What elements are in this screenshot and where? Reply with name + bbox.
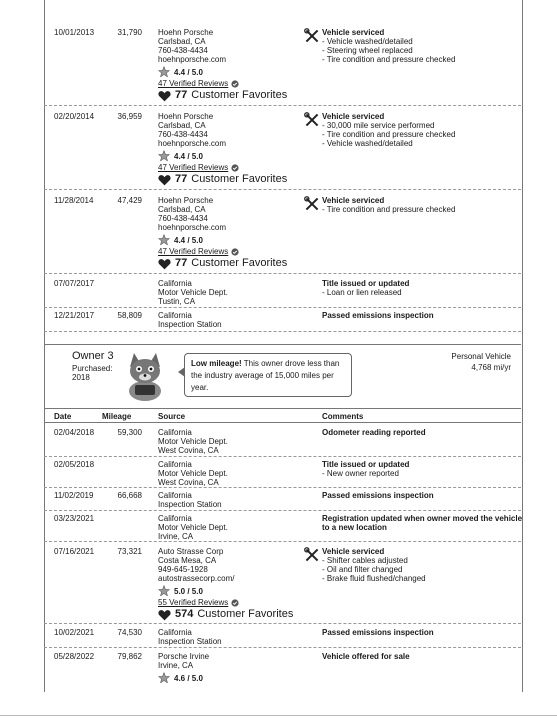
history-record xyxy=(44,511,521,542)
record-source xyxy=(158,628,222,646)
verified-badge-icon xyxy=(231,599,239,607)
record-comments xyxy=(322,311,434,320)
history-table-header xyxy=(44,409,521,423)
favorites-count: 77 xyxy=(175,173,188,185)
history-record xyxy=(44,106,521,190)
history-record xyxy=(44,648,521,692)
verified-reviews-label[interactable]: 47 Verified Reviews xyxy=(158,247,229,256)
comment-line: - Tire condition and pressure checked xyxy=(322,55,456,64)
favorites-label: Customer Favorites xyxy=(191,89,288,101)
verified-badge-icon xyxy=(231,80,239,88)
verified-badge-icon xyxy=(231,248,239,256)
customer-favorites xyxy=(158,173,287,186)
purchased-label: Purchased: xyxy=(72,364,113,373)
record-comments xyxy=(322,196,455,214)
comment-title: Passed emissions inspection xyxy=(322,628,434,637)
comment-title-continued: to a new location xyxy=(322,523,387,532)
record-comments xyxy=(322,279,409,297)
star-icon xyxy=(158,585,170,597)
history-record xyxy=(44,423,521,457)
rating xyxy=(158,585,293,597)
rating xyxy=(158,66,287,78)
record-mileage: 31,790 xyxy=(117,28,142,37)
record-date: 05/28/2022 xyxy=(54,652,95,661)
comment-line: - Loan or lien released xyxy=(322,288,402,297)
verified-reviews-link[interactable] xyxy=(158,598,293,607)
star-icon xyxy=(158,150,170,162)
record-source xyxy=(158,196,287,270)
comment-title: Registration updated when owner moved the vehicle xyxy=(322,514,523,523)
source-location: West Covina, CA xyxy=(158,446,219,455)
record-date: 10/02/2021 xyxy=(54,628,95,637)
wrench-screwdriver-icon xyxy=(304,28,320,44)
record-source xyxy=(158,652,209,684)
record-source xyxy=(158,514,228,541)
heart-icon xyxy=(158,90,171,102)
customer-favorites xyxy=(158,89,287,102)
rating xyxy=(158,150,287,162)
source-phone: 760-438-4434 xyxy=(158,214,208,223)
customer-favorites xyxy=(158,608,293,621)
comment-title: Odometer reading reported xyxy=(322,428,426,437)
favorites-label: Customer Favorites xyxy=(197,608,294,620)
comment-line: - Vehicle washed/detailed xyxy=(322,37,413,46)
rating-value: 4.4 / 5.0 xyxy=(174,67,203,77)
source-name: California xyxy=(158,428,192,437)
comment-line: - Tire condition and pressure checked xyxy=(322,130,456,139)
comment-title: Vehicle serviced xyxy=(322,196,385,205)
record-comments xyxy=(322,460,409,478)
comment-line: - Brake fluid flushed/changed xyxy=(322,574,426,583)
comment-title: Vehicle serviced xyxy=(322,112,385,121)
customer-favorites xyxy=(158,257,287,270)
source-name[interactable]: Hoehn Porsche xyxy=(158,28,214,37)
record-date: 07/07/2017 xyxy=(54,279,95,288)
source-location: Inspection Station xyxy=(158,500,222,509)
comment-title: Passed emissions inspection xyxy=(322,311,434,320)
verified-reviews-link[interactable] xyxy=(158,79,287,88)
record-mileage: 36,959 xyxy=(117,112,142,121)
column-date: Date xyxy=(54,412,72,421)
comment-title: Title issued or updated xyxy=(322,460,410,469)
heart-icon xyxy=(158,609,171,621)
column-comments: Comments xyxy=(322,412,364,421)
record-source xyxy=(158,112,287,186)
record-comments xyxy=(322,28,455,64)
history-record xyxy=(44,20,521,106)
record-source xyxy=(158,279,228,306)
record-date: 11/28/2014 xyxy=(54,196,94,205)
record-source xyxy=(158,547,293,621)
callout-headline: Low mileage! xyxy=(191,359,242,368)
record-date: 07/16/2021 xyxy=(54,547,95,556)
favorites-count: 574 xyxy=(175,608,194,620)
record-date: 11/02/2019 xyxy=(54,491,94,500)
column-mileage: Mileage xyxy=(102,412,132,421)
verified-reviews-label[interactable]: 47 Verified Reviews xyxy=(158,79,229,88)
source-location: Inspection Station xyxy=(158,637,222,646)
record-comments xyxy=(322,491,434,500)
source-phone: 949-645-1928 xyxy=(158,565,208,574)
record-source xyxy=(158,28,287,102)
comment-title: Title issued or updated xyxy=(322,279,410,288)
record-source xyxy=(158,311,222,329)
comment-line: - Tire condition and pressure checked xyxy=(322,205,456,214)
source-name: California xyxy=(158,311,192,320)
record-source xyxy=(158,491,222,509)
miles-per-year: 4,768 mi/yr xyxy=(471,363,511,372)
record-comments xyxy=(322,628,434,637)
source-dept: Motor Vehicle Dept. xyxy=(158,288,228,297)
favorites-label: Customer Favorites xyxy=(191,257,288,269)
source-website[interactable]: hoehnporsche.com xyxy=(158,223,227,232)
record-mileage: 79,862 xyxy=(117,652,142,661)
favorites-label: Customer Favorites xyxy=(191,173,288,185)
record-mileage: 47,429 xyxy=(117,196,142,205)
source-location: West Covina, CA xyxy=(158,478,219,487)
record-mileage: 74,530 xyxy=(117,628,142,637)
record-comments xyxy=(322,652,410,661)
source-dept: Motor Vehicle Dept. xyxy=(158,469,228,478)
source-name: California xyxy=(158,514,192,523)
verified-badge-icon xyxy=(231,164,239,172)
source-name: California xyxy=(158,460,192,469)
record-mileage: 58,809 xyxy=(117,311,142,320)
source-website[interactable]: hoehnporsche.com xyxy=(158,139,227,148)
record-comments xyxy=(322,112,455,148)
purchased-year: 2018 xyxy=(72,373,90,382)
source-location: Carlsbad, CA xyxy=(158,121,206,130)
rating-value: 4.4 / 5.0 xyxy=(174,151,203,161)
verified-reviews-link[interactable] xyxy=(158,163,287,172)
favorites-count: 77 xyxy=(175,257,188,269)
record-date: 10/01/2013 xyxy=(54,28,95,37)
source-website[interactable]: hoehnporsche.com xyxy=(158,55,227,64)
history-record xyxy=(44,624,521,648)
source-location: Carlsbad, CA xyxy=(158,37,206,46)
comment-line: - 30,000 mile service performed xyxy=(322,121,435,130)
comment-title: Passed emissions inspection xyxy=(322,491,434,500)
verified-reviews-label[interactable]: 55 Verified Reviews xyxy=(158,598,229,607)
source-phone: 760-438-4434 xyxy=(158,130,208,139)
fox-mascot-icon xyxy=(122,351,168,403)
owner-vehicle-usage xyxy=(451,351,511,373)
star-icon xyxy=(158,66,170,78)
comment-title: Vehicle serviced xyxy=(322,547,385,556)
source-website[interactable]: autostrassecorp.com/ xyxy=(158,574,235,583)
record-comments xyxy=(322,514,522,532)
history-record xyxy=(44,308,521,332)
wrench-screwdriver-icon xyxy=(304,112,320,128)
wrench-screwdriver-icon xyxy=(304,547,320,563)
comment-line: - New owner reported xyxy=(322,469,399,478)
favorites-count: 77 xyxy=(175,89,188,101)
record-comments xyxy=(322,428,426,437)
source-name: California xyxy=(158,279,192,288)
history-record xyxy=(44,488,521,511)
source-name[interactable]: Porsche Irvine xyxy=(158,652,210,661)
record-date: 03/23/2021 xyxy=(54,514,95,523)
source-phone: 760-438-4434 xyxy=(158,46,208,55)
history-record xyxy=(44,542,521,624)
source-name[interactable]: Auto Strasse Corp xyxy=(158,547,224,556)
vehicle-type: Personal Vehicle xyxy=(451,352,511,361)
source-location: Carlsbad, CA xyxy=(158,205,206,214)
wrench-screwdriver-icon xyxy=(304,196,320,212)
heart-icon xyxy=(158,258,171,270)
source-location: Tustin, CA xyxy=(158,297,196,306)
rating-value: 5.0 / 5.0 xyxy=(174,586,203,596)
verified-reviews-link[interactable] xyxy=(158,247,287,256)
rating xyxy=(158,234,287,246)
source-name[interactable]: Hoehn Porsche xyxy=(158,112,214,121)
heart-icon xyxy=(158,174,171,186)
record-date: 02/20/2014 xyxy=(54,112,95,121)
source-name: California xyxy=(158,628,192,637)
low-mileage-callout xyxy=(184,353,352,397)
comment-line: - Vehicle washed/detailed xyxy=(322,139,413,148)
record-date: 02/05/2018 xyxy=(54,460,95,469)
rating xyxy=(158,672,209,684)
record-mileage: 66,668 xyxy=(117,491,142,500)
column-source: Source xyxy=(158,412,186,421)
comment-line: - Shifter cables adjusted xyxy=(322,556,408,565)
star-icon xyxy=(158,234,170,246)
scan-edge-line xyxy=(0,715,557,716)
owner-purchased xyxy=(72,364,112,382)
source-location: Irvine, CA xyxy=(158,661,194,670)
owner-header xyxy=(44,344,521,409)
comment-line: - Oil and filter changed xyxy=(322,565,403,574)
record-source xyxy=(158,428,228,455)
history-record xyxy=(44,274,521,308)
source-location: Inspection Station xyxy=(158,320,222,329)
source-name: California xyxy=(158,491,192,500)
star-icon xyxy=(158,672,170,684)
record-date: 12/21/2017 xyxy=(54,311,95,320)
owner-title: Owner 3 xyxy=(72,350,114,362)
comment-title: Vehicle serviced xyxy=(322,28,385,37)
source-dept: Motor Vehicle Dept. xyxy=(158,437,228,446)
rating-value: 4.4 / 5.0 xyxy=(174,235,203,245)
history-record xyxy=(44,190,521,274)
callout-text: This owner drove less than the industry average of 15,000 miles per year. xyxy=(191,359,340,392)
record-source xyxy=(158,460,228,487)
record-comments xyxy=(322,547,426,583)
record-date: 02/04/2018 xyxy=(54,428,95,437)
comment-title: Vehicle offered for sale xyxy=(322,652,410,661)
source-location: Costa Mesa, CA xyxy=(158,556,217,565)
history-record xyxy=(44,457,521,488)
comment-line: - Steering wheel replaced xyxy=(322,46,413,55)
source-name[interactable]: Hoehn Porsche xyxy=(158,196,214,205)
rating-value: 4.6 / 5.0 xyxy=(174,673,203,683)
record-mileage: 73,321 xyxy=(117,547,142,556)
source-dept: Motor Vehicle Dept. xyxy=(158,523,228,532)
record-mileage: 59,300 xyxy=(117,428,142,437)
verified-reviews-label[interactable]: 47 Verified Reviews xyxy=(158,163,229,172)
source-location: Irvine, CA xyxy=(158,532,194,541)
